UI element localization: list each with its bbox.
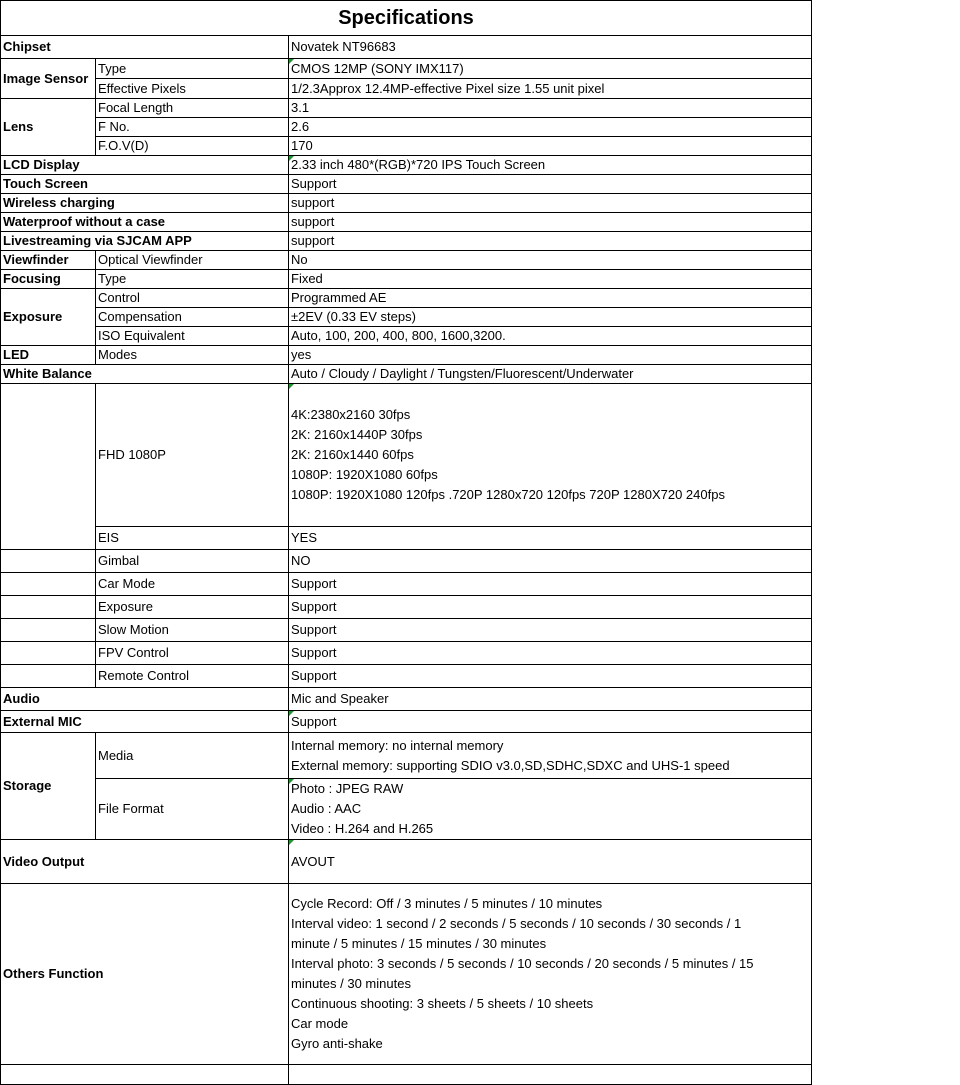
media-line: Internal memory: no internal memory (291, 737, 504, 753)
remote-control-label: Remote Control (96, 665, 289, 688)
empty-category-cell (1, 596, 96, 619)
external-mic-label: External MIC (1, 711, 289, 733)
empty-trailing-cell (1, 1065, 289, 1085)
fhd-value (289, 384, 812, 527)
others-function-value (289, 884, 812, 1065)
fhd-line: 1080P: 1920X1080 120fps .720P 1280x720 120fps 720P 1280X720 240fps (291, 487, 725, 502)
slow-motion-value: Support (289, 619, 812, 642)
audio-label: Audio (1, 688, 289, 711)
empty-category-cell (1, 642, 96, 665)
touch-screen-value: Support (289, 175, 812, 194)
others-line: minute / 5 minutes / 15 minutes / 30 minutes (291, 936, 547, 951)
lcd-display-label: LCD Display (1, 156, 289, 175)
exposure-control-label: Control (96, 289, 289, 308)
waterproof-value: support (289, 213, 812, 232)
fhd-line: 4K:2380x2160 30fps (291, 407, 411, 422)
others-line: Interval photo: 3 seconds / 5 seconds / 10 seconds / 20 seconds / 5 minutes / 15 (291, 956, 754, 971)
white-balance-value: Auto / Cloudy / Daylight / Tungsten/Fluorescent/Underwater (289, 365, 812, 384)
sensor-type-value: CMOS 12MP (SONY IMX117) (289, 59, 812, 79)
empty-category-cell (1, 573, 96, 596)
lens-label: Lens (1, 99, 96, 156)
others-line: Car mode (291, 1016, 349, 1031)
wireless-charging-label: Wireless charging (1, 194, 289, 213)
chipset-label: Chipset (1, 36, 289, 59)
video-category-cell (1, 384, 96, 550)
fpv-control-label: FPV Control (96, 642, 289, 665)
fov-value: 170 (289, 137, 812, 156)
focusing-type-label: Type (96, 270, 289, 289)
file-format-line: Audio : AAC (291, 801, 362, 816)
file-format-label: File Format (96, 779, 289, 840)
eis-label: EIS (96, 527, 289, 550)
sensor-type-label: Type (96, 59, 289, 79)
exposure-control-value: Programmed AE (289, 289, 812, 308)
viewfinder-label: Viewfinder (1, 251, 96, 270)
video-exposure-value: Support (289, 596, 812, 619)
media-value (289, 733, 812, 779)
empty-category-cell (1, 550, 96, 573)
touch-screen-label: Touch Screen (1, 175, 289, 194)
lcd-display-value: 2.33 inch 480*(RGB)*720 IPS Touch Screen (289, 156, 812, 175)
car-mode-label: Car Mode (96, 573, 289, 596)
empty-trailing-value (289, 1065, 812, 1085)
cell-comment-marker (289, 840, 294, 845)
video-output-value: AVOUT (289, 840, 812, 884)
iso-label: ISO Equivalent (96, 327, 289, 346)
others-function-label: Others Function (1, 884, 289, 1065)
fhd-line: 2K: 2160x1440 60fps (291, 447, 414, 462)
f-number-label: F No. (96, 118, 289, 137)
livestreaming-value: support (289, 232, 812, 251)
media-label: Media (96, 733, 289, 779)
others-line: Gyro anti-shake (291, 1036, 383, 1051)
exposure-label: Exposure (1, 289, 96, 346)
optical-viewfinder-label: Optical Viewfinder (96, 251, 289, 270)
video-exposure-label: Exposure (96, 596, 289, 619)
fhd-label: FHD 1080P (96, 384, 289, 527)
fhd-line: 1080P: 1920X1080 60fps (291, 467, 438, 482)
car-mode-value: Support (289, 573, 812, 596)
focusing-label: Focusing (1, 270, 96, 289)
optical-viewfinder-value: No (289, 251, 812, 270)
eis-value: YES (289, 527, 812, 550)
slow-motion-label: Slow Motion (96, 619, 289, 642)
file-format-line: Photo : JPEG RAW (291, 781, 404, 796)
waterproof-label: Waterproof without a case (1, 213, 289, 232)
focal-length-label: Focal Length (96, 99, 289, 118)
led-modes-value: yes (289, 346, 812, 365)
file-format-line: Video : H.264 and H.265 (291, 821, 434, 836)
wireless-charging-value: support (289, 194, 812, 213)
livestreaming-label: Livestreaming via SJCAM APP (1, 232, 289, 251)
led-modes-label: Modes (96, 346, 289, 365)
table-title: Specifications (1, 1, 812, 36)
audio-value: Mic and Speaker (289, 688, 812, 711)
empty-category-cell (1, 619, 96, 642)
fhd-line: 2K: 2160x1440P 30fps (291, 427, 423, 442)
exposure-compensation-value: ±2EV (0.33 EV steps) (289, 308, 812, 327)
cell-comment-marker (289, 384, 294, 389)
others-line: Cycle Record: Off / 3 minutes / 5 minutes / 10 minutes (291, 896, 603, 911)
exposure-compensation-label: Compensation (96, 308, 289, 327)
white-balance-label: White Balance (1, 365, 289, 384)
image-sensor-label: Image Sensor (1, 59, 96, 99)
gimbal-label: Gimbal (96, 550, 289, 573)
video-output-label: Video Output (1, 840, 289, 884)
storage-label: Storage (1, 733, 96, 840)
focal-length-value: 3.1 (289, 99, 812, 118)
media-line: External memory: supporting SDIO v3.0,SD,SDHC,SDXC and UHS-1 speed (291, 757, 730, 773)
f-number-value: 2.6 (289, 118, 812, 137)
gimbal-value: NO (289, 550, 812, 573)
fpv-control-value: Support (289, 642, 812, 665)
iso-value: Auto, 100, 200, 400, 800, 1600,3200. (289, 327, 812, 346)
fov-label: F.O.V(D) (96, 137, 289, 156)
others-line: Continuous shooting: 3 sheets / 5 sheets / 10 sheets (291, 996, 594, 1011)
effective-pixels-value: 1/2.3Approx 12.4MP-effective Pixel size 1.55 unit pixel (289, 79, 812, 99)
led-label: LED (1, 346, 96, 365)
external-mic-value: Support (289, 711, 812, 733)
chipset-value: Novatek NT96683 (289, 36, 812, 59)
cell-comment-marker (289, 59, 294, 64)
empty-category-cell (1, 665, 96, 688)
cell-comment-marker (289, 156, 294, 161)
cell-comment-marker (289, 779, 294, 784)
remote-control-value: Support (289, 665, 812, 688)
effective-pixels-label: Effective Pixels (96, 79, 289, 99)
others-line: minutes / 30 minutes (291, 976, 411, 991)
focusing-type-value: Fixed (289, 270, 812, 289)
file-format-value (289, 779, 812, 840)
cell-comment-marker (289, 711, 294, 716)
others-line: Interval video: 1 second / 2 seconds / 5 seconds / 10 seconds / 30 seconds / 1 (291, 916, 742, 931)
